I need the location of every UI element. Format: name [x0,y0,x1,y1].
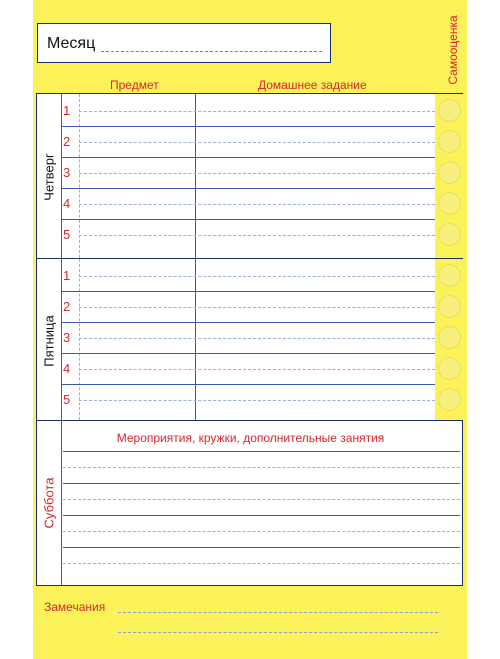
lesson-number: 2 [63,134,71,149]
activity-guide-line [63,563,460,564]
subject-column-header: Предмет [110,78,159,92]
lesson-number: 5 [63,392,71,407]
lesson-row[interactable] [61,127,435,158]
month-field[interactable] [37,23,331,63]
day-panel-thursday [36,93,463,259]
activity-line[interactable] [63,515,460,516]
month-label: Месяц [47,35,96,52]
row-guide-line [79,173,435,174]
self-assessment-circle[interactable] [438,388,461,411]
row-guide-line [79,369,435,370]
self-assessment-circle[interactable] [438,130,461,153]
lesson-number: 4 [63,196,71,211]
self-assessment-circle[interactable] [438,357,461,380]
lesson-row[interactable] [61,261,435,292]
row-guide-line [79,235,435,236]
self-assessment-circle[interactable] [438,326,461,349]
activities-title: Мероприятия, кружки, дополнительные занятия [116,431,385,445]
lesson-row[interactable] [61,385,435,416]
lesson-number: 3 [63,165,71,180]
self-assessment-column [435,94,464,258]
self-assessment-column [435,259,464,420]
lesson-row[interactable] [61,220,435,251]
activity-guide-line [63,531,460,532]
lesson-row[interactable] [61,158,435,189]
lesson-row[interactable] [61,292,435,323]
activity-line[interactable] [63,483,460,484]
month-input-line[interactable] [101,51,322,52]
row-guide-line [79,400,435,401]
lesson-row[interactable] [61,354,435,385]
activity-line[interactable] [63,547,460,548]
column-divider [61,421,62,585]
day-panel-saturday [36,420,463,586]
homework-column-header: Домашнее задание [258,78,367,92]
notes-line[interactable] [118,632,438,633]
lesson-number: 4 [63,361,71,376]
row-guide-line [79,111,435,112]
self-assessment-circle[interactable] [438,192,461,215]
self-assessment-label: Самооценка [446,15,460,85]
day-label-friday [39,259,59,422]
lesson-row[interactable] [61,189,435,220]
activity-guide-line [63,467,460,468]
self-assessment-circle[interactable] [438,161,461,184]
row-guide-line [79,204,435,205]
self-assessment-circle[interactable] [438,295,461,318]
self-assessment-circle[interactable] [438,99,461,122]
lesson-number: 3 [63,330,71,345]
notes-label: Замечания [44,600,106,614]
notes-line[interactable] [118,612,438,613]
day-name: Суббота [41,477,57,529]
row-guide-line [79,338,435,339]
lesson-number: 1 [63,103,71,118]
activity-guide-line [63,499,460,500]
day-panel-friday [36,258,463,421]
lesson-row[interactable] [61,323,435,354]
activity-line[interactable] [63,451,460,452]
day-label-thursday [39,94,59,260]
row-guide-line [79,307,435,308]
lesson-row[interactable] [61,96,435,127]
row-guide-line [79,276,435,277]
self-assessment-header [441,10,465,90]
row-guide-line [79,142,435,143]
day-name: Пятница [41,314,57,367]
day-name: Четверг [41,153,57,201]
lesson-number: 5 [63,227,71,242]
day-label-saturday [39,421,59,585]
self-assessment-circle[interactable] [438,264,461,287]
lesson-number: 1 [63,268,71,283]
lesson-number: 2 [63,299,71,314]
self-assessment-circle[interactable] [438,223,461,246]
